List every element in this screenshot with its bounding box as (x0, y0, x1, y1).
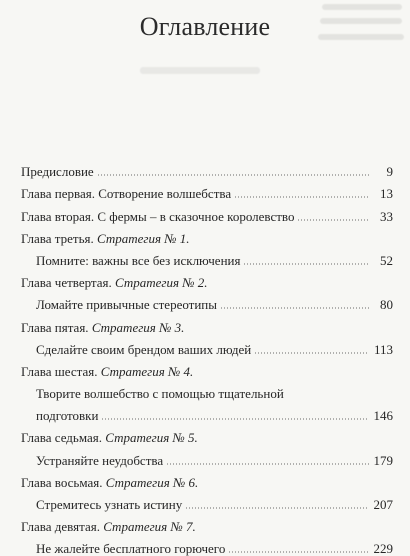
toc-entry-label: Глава вторая. С фермы – в сказочное королевство (21, 208, 295, 224)
bleed-through-subtitle (140, 67, 260, 74)
toc-entry-label: Ломайте привычные стереотипы (36, 297, 217, 313)
toc-entry-title (36, 453, 165, 468)
toc-entry-title (36, 297, 219, 312)
toc-entry (21, 179, 393, 201)
toc-entry-title (21, 164, 96, 179)
toc-entry (21, 379, 393, 401)
toc-entry (21, 512, 393, 534)
toc-entry-title (21, 209, 296, 224)
toc-page-number: 52 (373, 253, 393, 268)
toc-entry-title (21, 430, 200, 445)
toc-entry (21, 423, 393, 445)
toc-entry-label: Глава третья. (21, 230, 97, 246)
table-of-contents (21, 157, 393, 556)
toc-entry-title (21, 231, 192, 246)
toc-entry-label: Сделайте своим брендом ваших людей (36, 341, 252, 357)
toc-entry-label: Глава пятая. (21, 319, 92, 335)
toc-entry (21, 534, 393, 556)
toc-entry-strategy: Стратегия № 1. (96, 230, 190, 246)
toc-entry-title (21, 475, 200, 490)
bleed-line (322, 4, 402, 10)
toc-entry-title (36, 497, 184, 512)
toc-entry (21, 201, 393, 223)
toc-entry (21, 490, 393, 512)
toc-entry-title (36, 342, 253, 357)
page-title: Оглавление (139, 12, 271, 41)
toc-page-number: 229 (373, 541, 393, 556)
toc-entry (21, 290, 393, 312)
toc-entry-title (36, 253, 242, 268)
toc-page-number: 9 (373, 164, 393, 179)
toc-entry-strategy: Стратегия № 6. (105, 474, 199, 490)
dot-leader (220, 307, 369, 309)
toc-entry-label: Глава седьмая. (21, 430, 106, 446)
toc-entry-strategy: Стратегия № 4. (100, 363, 194, 379)
toc-entry-label: Предисловие (21, 164, 94, 180)
dot-leader (297, 219, 369, 221)
toc-entry-label: Помните: важны все без исключения (36, 252, 241, 268)
toc-entry (21, 268, 393, 290)
toc-entry-title (21, 186, 233, 201)
toc-entry-label: Глава четвертая. (21, 275, 116, 291)
toc-entry-label: Глава шестая. (21, 363, 101, 379)
dot-leader (254, 352, 369, 354)
toc-entry-label: Не жалейте бесплатного горючего (36, 541, 226, 556)
dot-leader (166, 463, 369, 465)
toc-entry-label: Творите волшебство с помощью тщательной (36, 386, 284, 402)
toc-entry-title (21, 519, 198, 534)
toc-entry-label: Устраняйте неудобства (36, 452, 164, 468)
dot-leader (185, 507, 369, 509)
toc-page-number: 80 (373, 297, 393, 312)
toc-entry (21, 224, 393, 246)
toc-entry-title (21, 275, 210, 290)
toc-entry (21, 401, 393, 423)
toc-entry-strategy: Стратегия № 3. (91, 319, 185, 335)
toc-page-number: 146 (373, 408, 393, 424)
toc-page-number: 113 (373, 341, 393, 357)
dot-leader (97, 174, 369, 176)
toc-entry (21, 357, 393, 379)
toc-entry-title (21, 364, 195, 379)
toc-entry-title (36, 408, 100, 423)
toc-page-number: 207 (373, 497, 393, 512)
toc-entry-title (36, 386, 286, 401)
toc-page-number: 33 (373, 209, 393, 224)
toc-entry-label: подготовки (36, 408, 99, 424)
toc-entry (21, 312, 393, 334)
toc-entry-title (36, 541, 227, 556)
toc-entry (21, 468, 393, 490)
toc-entry-label: Стремитесь узнать истину (36, 497, 183, 512)
toc-entry-label: Глава первая. Сотворение волшебства (21, 186, 232, 202)
toc-entry (21, 445, 393, 467)
toc-entry-label: Глава девятая. (21, 519, 104, 535)
toc-entry (21, 157, 393, 179)
toc-entry-title (21, 320, 186, 335)
dot-leader (243, 263, 369, 265)
toc-page-number: 179 (373, 452, 393, 468)
toc-entry-strategy: Стратегия № 5. (105, 430, 198, 446)
toc-entry-strategy: Стратегия № 2. (115, 275, 208, 291)
toc-entry-label: Глава восьмая. (21, 474, 106, 490)
dot-leader (101, 418, 369, 420)
toc-entry-strategy: Стратегия № 7. (103, 519, 196, 535)
toc-entry (21, 335, 393, 357)
toc-page-number: 13 (373, 186, 393, 201)
dot-leader (234, 196, 369, 198)
dot-leader (228, 551, 369, 553)
toc-entry (21, 246, 393, 268)
